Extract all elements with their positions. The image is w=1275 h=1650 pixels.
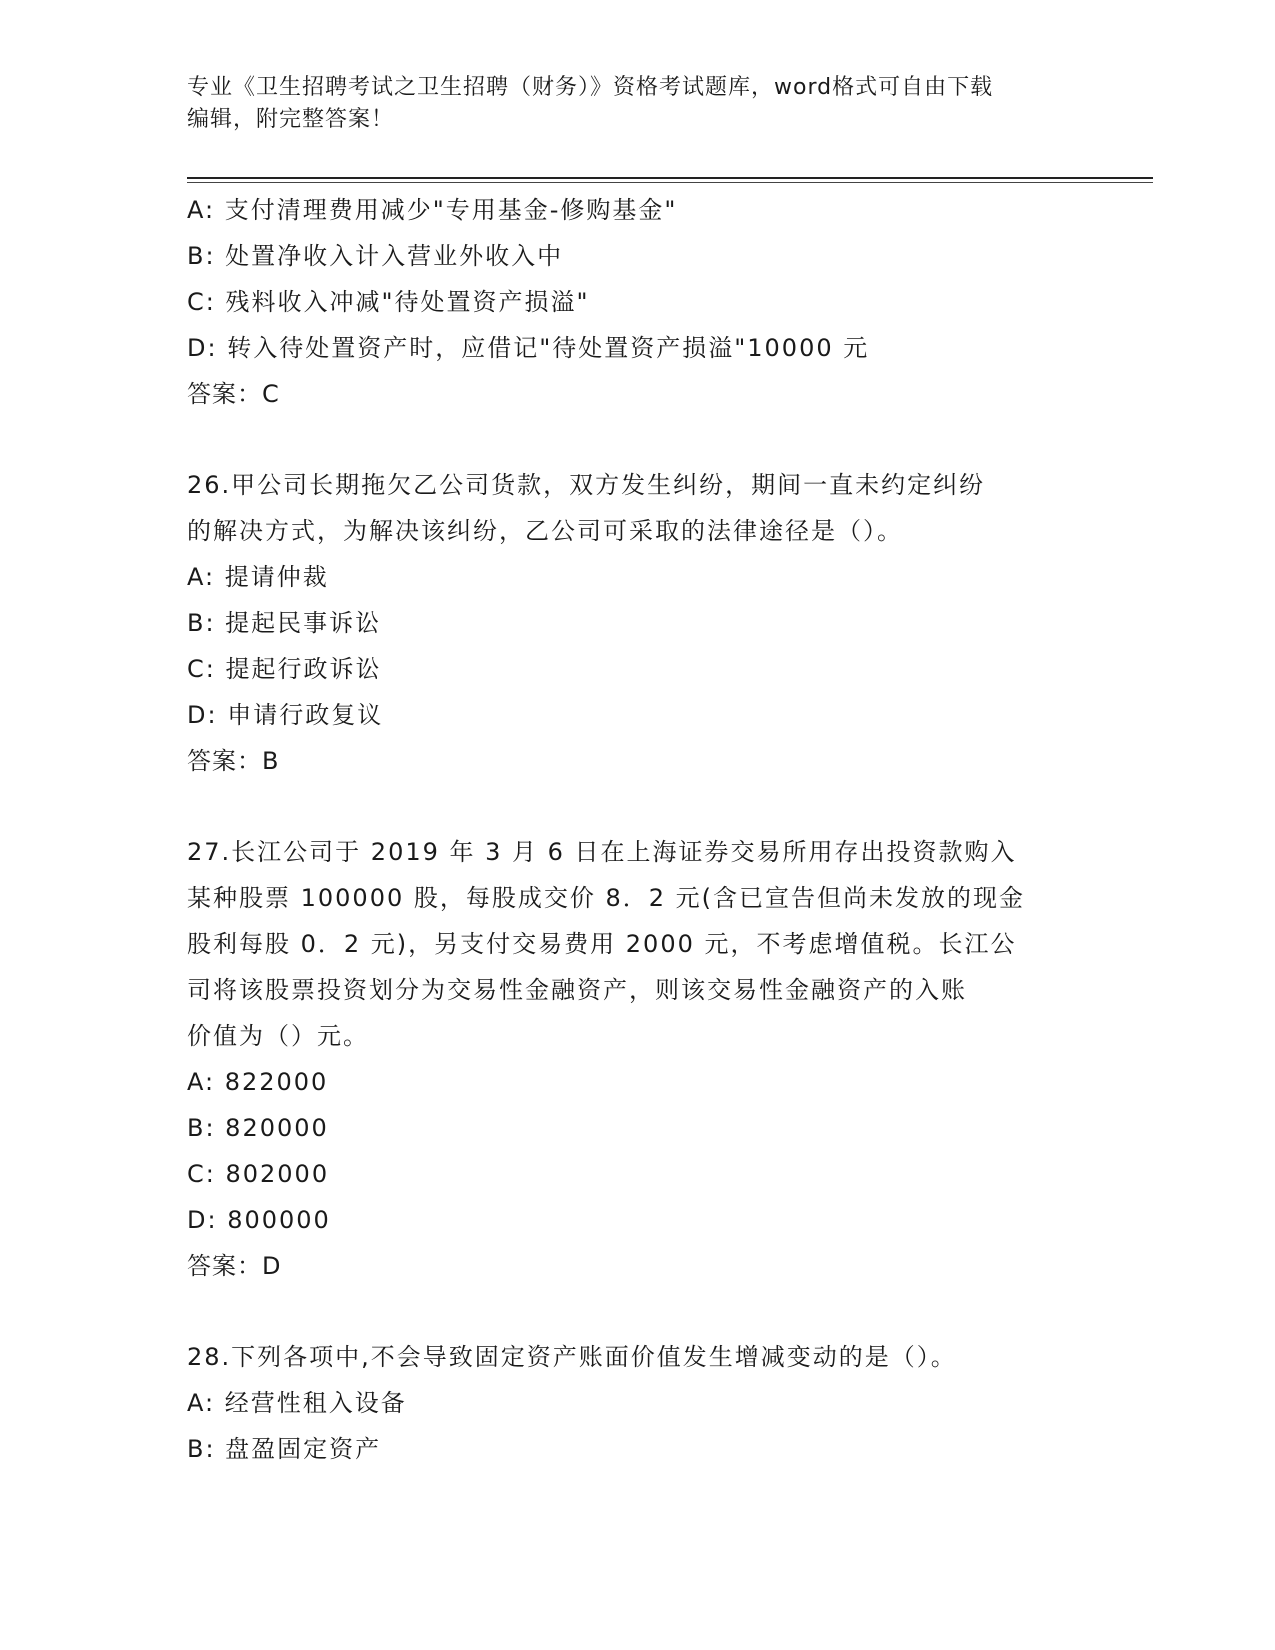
header-divider-thick <box>187 177 1153 179</box>
option-b: B: 提起民事诉讼 <box>187 609 382 637</box>
option-a: A: 提请仲裁 <box>187 563 329 591</box>
answer: 答案：B <box>187 747 280 775</box>
option-b: B: 820000 <box>187 1114 329 1142</box>
question-text-line: 26.甲公司长期拖欠乙公司货款，双方发生纠纷，期间一直未约定纠纷 <box>187 471 986 499</box>
question-text-line: 某种股票 100000 股，每股成交价 8．2 元(含已宣告但尚未发放的现金 <box>187 884 1026 912</box>
option-a: A: 822000 <box>187 1068 329 1096</box>
question-28 <box>187 1334 1067 1472</box>
option-a: A: 支付清理费用减少"专用基金-修购基金" <box>187 196 678 224</box>
option-c: C: 残料收入冲减"待处置资产损溢" <box>187 288 590 316</box>
answer: 答案：C <box>187 380 280 408</box>
option-b: B: 盘盈固定资产 <box>187 1435 382 1463</box>
question-text-line: 27.长江公司于 2019 年 3 月 6 日在上海证券交易所用存出投资款购入 <box>187 838 1017 866</box>
question-26 <box>187 462 1067 784</box>
header-line-1: 专业《卫生招聘考试之卫生招聘（财务）》资格考试题库，word格式可自由下载 <box>187 75 994 100</box>
answer: 答案：D <box>187 1252 282 1280</box>
document-body <box>187 187 1067 1472</box>
header-line-2: 编辑，附完整答案！ <box>187 107 395 132</box>
header-divider-thin <box>187 182 1153 183</box>
option-c: C: 802000 <box>187 1160 330 1188</box>
question-25 <box>187 187 1067 417</box>
option-c: C: 提起行政诉讼 <box>187 655 382 683</box>
option-d: D: 800000 <box>187 1206 331 1234</box>
document-header <box>187 72 1067 136</box>
question-text-line: 的解决方式，为解决该纠纷，乙公司可采取的法律途径是（）。 <box>187 517 903 545</box>
option-d: D: 转入待处置资产时，应借记"待处置资产损溢"10000 元 <box>187 334 870 362</box>
question-text-line: 28.下列各项中,不会导致固定资产账面价值发生增减变动的是（）。 <box>187 1343 957 1371</box>
option-b: B: 处置净收入计入营业外收入中 <box>187 242 564 270</box>
option-d: D: 申请行政复议 <box>187 701 384 729</box>
question-27 <box>187 829 1067 1289</box>
question-text-line: 司将该股票投资划分为交易性金融资产，则该交易性金融资产的入账 <box>187 976 967 1004</box>
question-text-line: 股利每股 0．2 元)，另支付交易费用 2000 元，不考虑增值税。长江公 <box>187 930 1017 958</box>
question-text-line: 价值为（）元。 <box>187 1022 369 1050</box>
option-a: A: 经营性租入设备 <box>187 1389 407 1417</box>
